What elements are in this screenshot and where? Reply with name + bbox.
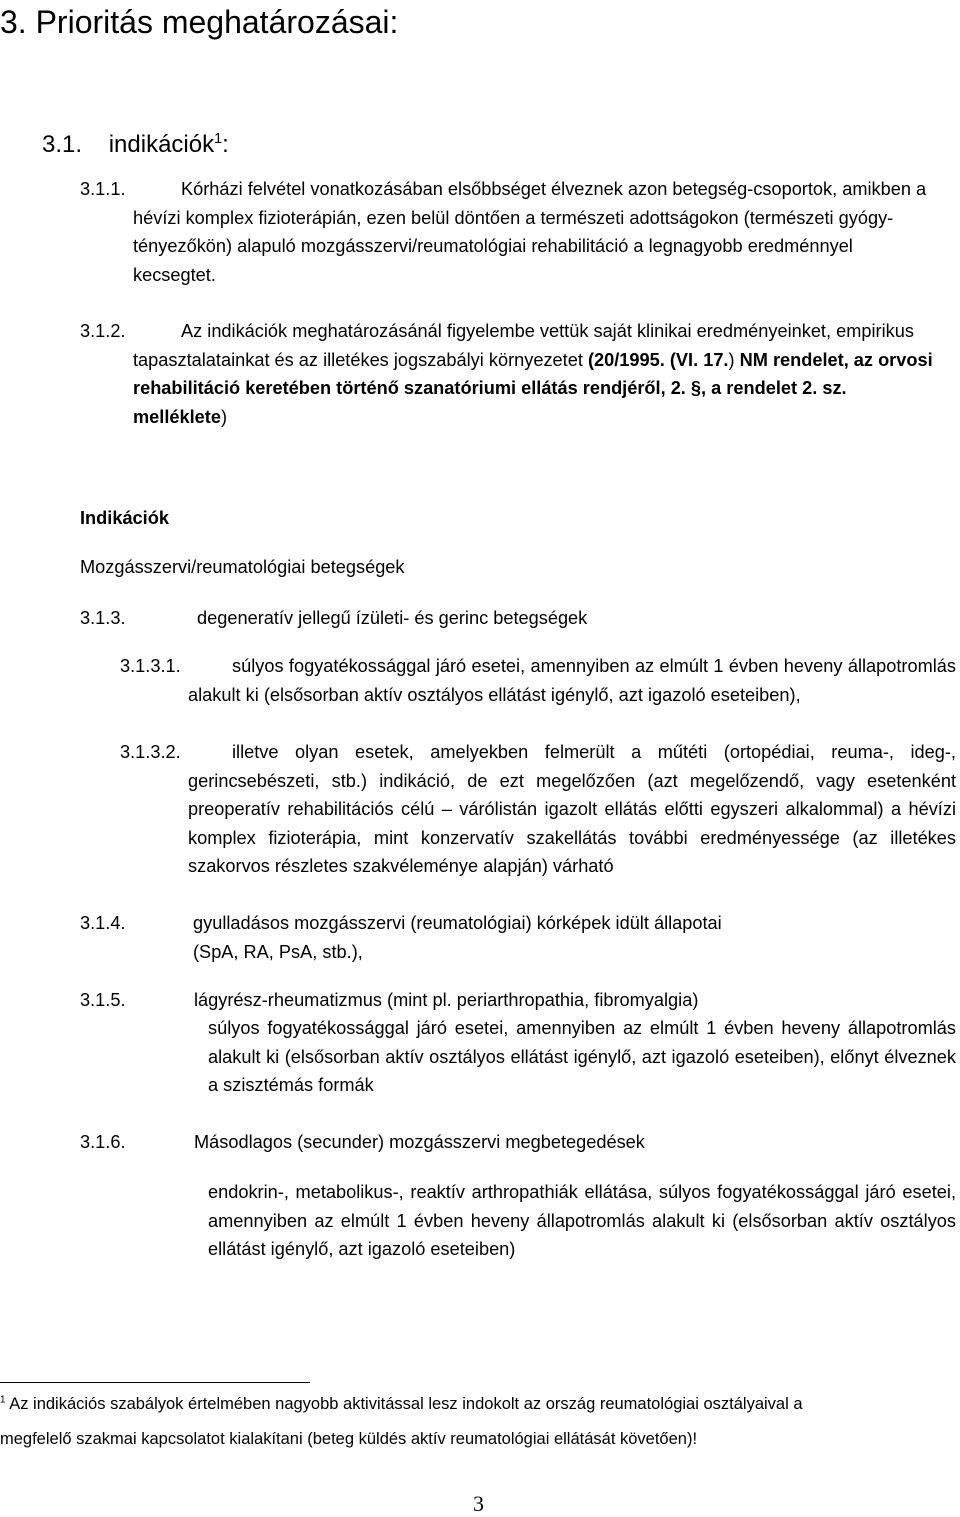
item-title: Másodlagos (secunder) mozgásszervi megbetegedések	[194, 1132, 645, 1152]
group-title: Mozgásszervi/reumatológiai betegségek	[80, 557, 405, 577]
item-text-line-1: gyulladásos mozgásszervi (reumatológiai) kórképek idült állapotai	[193, 913, 722, 933]
item-number: 3.1.6.	[80, 1132, 126, 1152]
item-text-line-2: (SpA, RA, PsA, stb.),	[193, 942, 363, 962]
page-number: 3	[473, 1491, 484, 1516]
item-text-end: )	[220, 406, 228, 427]
item-text: súlyos fogyatékossággal járó esetei, amennyiben az elmúlt 1 évben heveny állapotromlás alakult ki (elsősorban aktív osztályos ellátást igénylő, azt igazoló eseteiben), előnyt élveznek a szisztémás formák	[208, 1018, 956, 1096]
footnote-separator	[0, 1382, 310, 1383]
item-number: 3.1.2.	[80, 321, 126, 341]
item-number: 3.1.3.2.	[120, 742, 181, 762]
footnote-reference: 1	[214, 131, 223, 147]
item-text: súlyos fogyatékossággal járó esetei, amennyiben az elmúlt 1 évben heveny állapotromlás alakult ki (elsősorban aktív osztályos ellátást igénylő, azt igazoló eseteiben),	[188, 656, 956, 705]
subsection-suffix: :	[222, 131, 229, 158]
indications-title: Indikációk	[80, 508, 169, 528]
section-heading: 3. Prioritás meghatározásai:	[0, 4, 399, 40]
item-number: 3.1.3.	[80, 608, 126, 628]
footnote-line-2: megfelelő szakmai kapcsolatot kialakítani (beteg küldés aktív reumatológiai ellátását követően)!	[0, 1430, 698, 1448]
item-text-bold-regulation: (20/1995. (VI. 17.	[587, 349, 729, 370]
item-text: degeneratív jellegű ízületi- és gerinc betegségek	[197, 608, 588, 628]
item-number: 3.1.5.	[80, 990, 126, 1010]
item-text-plain: Az indikációk meghatározásánál figyelembe vettük saját klinikai eredményeinket, empirikus tapasztalatainkat és az illetékes jogszabályi környezetet	[133, 321, 914, 370]
item-text-paren: )	[728, 349, 735, 370]
item-text	[133, 317, 933, 431]
footnote-marker: 1	[0, 1394, 6, 1406]
subsection-number: 3.1.	[42, 131, 83, 158]
subsection-label: indikációk	[108, 131, 215, 158]
item-text-bold-regulation-title: NM rendelet, az orvosi rehabilitáció keretében történő szanatóriumi ellátás rendjéről, 2. §, a rendelet 2. sz. melléklete	[133, 349, 933, 427]
item-title: lágyrész-rheumatizmus (mint pl. periarthropathia, fibromyalgia)	[194, 990, 699, 1010]
item-number: 3.1.1.	[80, 179, 126, 199]
footnote-text-1: Az indikációs szabályok értelmében nagyobb aktivitással lesz indokolt az ország reumatológiai osztályaival a	[9, 1395, 803, 1413]
item-number: 3.1.3.1.	[120, 656, 181, 676]
footnote-line-1	[0, 1389, 803, 1419]
item-text: Kórházi felvétel vonatkozásában elsőbbséget élveznek azon betegség-csoportok, amikben a hévízi komplex fizioterápián, ezen belül döntően a természeti adottságokon (természeti gyógy-tényezőkön) alapuló mozgásszervi/reumatológiai rehabilitáció a legnagyobb eredménnyel kecsegtet.	[133, 179, 927, 285]
subsection-heading	[42, 130, 229, 160]
item-text: endokrin-, metabolikus-, reaktív arthropathiák ellátása, súlyos fogyatékossággal járó esetei, amennyiben az elmúlt 1 évben heveny állapotromlás alakult ki (elsősorban aktív osztályos ellátást igénylő, azt igazoló eseteiben)	[208, 1182, 956, 1260]
item-text: illetve olyan esetek, amelyekben felmerült a műtéti (ortopédiai, reuma-, ideg-, gerincsebészeti, stb.) indikáció, de ezt megelőzően (azt megelőzendő, vagy esetenként preoperatív rehabilitációs célú – várólistán igazolt ellátás előtti egyszeri alkalommal) a hévízi komplex fizioterápia, mint konzervatív szakellátás további eredményessége (az illetékes szakorvos részletes szakvéleménye alapján) várható	[188, 742, 956, 877]
item-number: 3.1.4.	[80, 913, 126, 933]
